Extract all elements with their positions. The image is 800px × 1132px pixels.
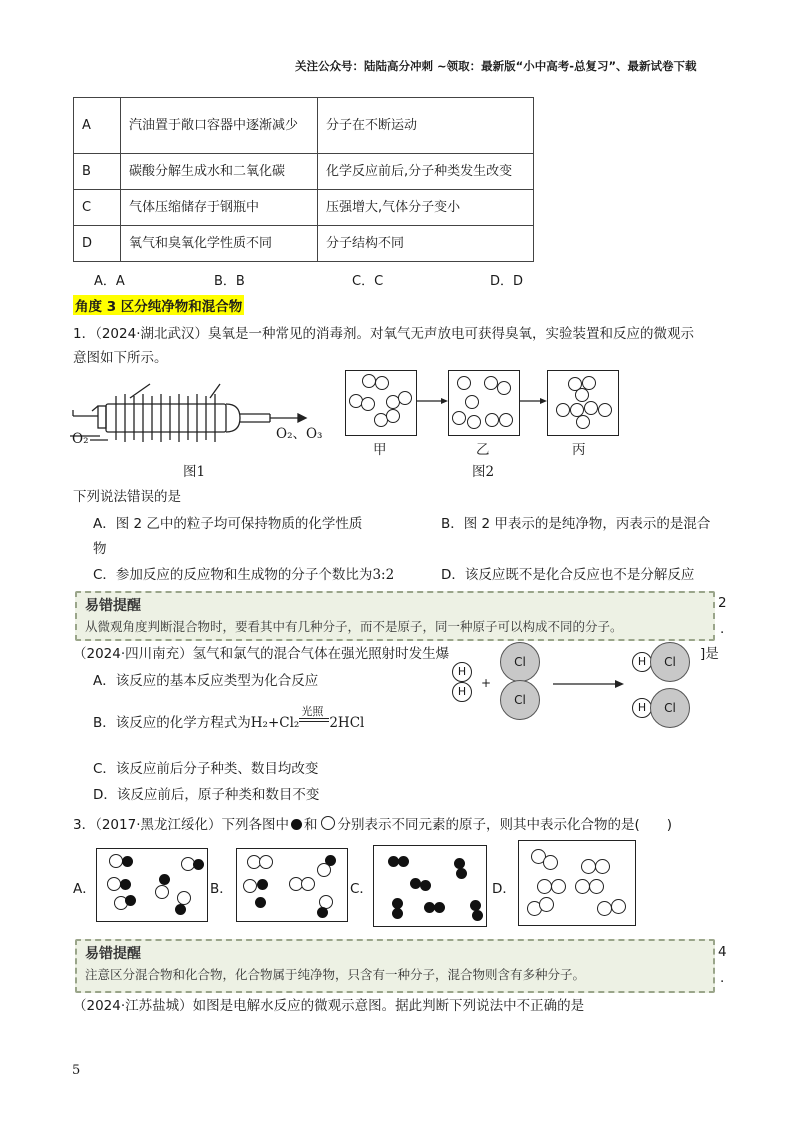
table-row — [74, 190, 534, 226]
atom — [598, 403, 612, 417]
reaction-arrow-icon — [553, 678, 625, 690]
atom — [109, 854, 123, 868]
row-explain: 压强增大,气体分子变小 — [318, 190, 534, 226]
atom — [457, 376, 471, 390]
q3-option-b-box[interactable] — [236, 848, 348, 922]
atom — [255, 897, 266, 908]
atom — [362, 374, 376, 388]
atom — [575, 388, 589, 402]
section-title: 角度 3 区分纯净物和混合物 — [73, 295, 244, 315]
page-header: 关注公众号：陆陆高分冲刺 ~领取：最新版“小中高考-总复习”、最新试卷下载 — [295, 59, 697, 73]
row-fact: 碳酸分解生成水和二氧化碳 — [121, 154, 318, 190]
options-table — [73, 97, 534, 262]
atom — [484, 376, 498, 390]
choice-b[interactable]: B．B — [214, 274, 245, 289]
q4-number: 4 — [718, 944, 727, 960]
q3-stem-post: 分别表示不同元素的原子，则其中表示化合物的是( ) — [337, 817, 673, 833]
tip-body: 从微观角度判断混合物时，要看其中有几种分子，而不是原子，同一种原子可以构成不同的分子。 — [85, 619, 623, 634]
atom — [392, 908, 403, 919]
atom — [499, 413, 513, 427]
atom — [398, 856, 409, 867]
atom — [386, 409, 400, 423]
atom — [175, 904, 186, 915]
atom — [107, 877, 121, 891]
cl-atom: Cl — [650, 688, 690, 728]
q2-option-b[interactable] — [93, 705, 365, 736]
row-key: B — [74, 154, 121, 190]
q3-label-a[interactable]: A． — [73, 881, 96, 897]
atom — [456, 868, 467, 879]
atom — [485, 413, 499, 427]
atom — [589, 879, 604, 894]
tip-box-2 — [75, 939, 715, 993]
q2-number-dot: . — [720, 621, 725, 637]
row-explain: 分子在不断运动 — [318, 98, 534, 154]
page-number: 5 — [72, 1063, 81, 1078]
atom — [575, 879, 590, 894]
tip-body: 注意区分混合物和化合物，化合物属于纯净物，只含有一种分子，混合物则含有多种分子。 — [85, 967, 586, 982]
choice-a[interactable]: A．A — [94, 274, 125, 289]
atom — [375, 376, 389, 390]
table-row — [74, 226, 534, 262]
black-atom-icon — [291, 819, 302, 830]
atom — [361, 397, 375, 411]
atom — [155, 885, 169, 899]
q3-option-c-box[interactable] — [373, 845, 487, 927]
fig2-box-bing — [547, 370, 619, 436]
table-row — [74, 154, 534, 190]
atom — [257, 879, 268, 890]
q3-option-a-box[interactable] — [96, 848, 208, 922]
atom — [301, 877, 315, 891]
row-key: C — [74, 190, 121, 226]
fig1-caption: 图1 — [183, 464, 206, 480]
fig2-arrows — [415, 395, 550, 407]
q2-stem: （2024·四川南充）氢气和氯气的混合气体在强光照射时发生爆 — [73, 646, 450, 662]
row-fact: 氧气和臭氧化学性质不同 — [121, 226, 318, 262]
q1-option-c[interactable] — [93, 562, 394, 588]
atom — [434, 902, 445, 913]
q3-option-d-box[interactable] — [518, 840, 636, 926]
atom — [611, 899, 626, 914]
atom — [122, 856, 133, 867]
atom — [543, 855, 558, 870]
row-fact: 汽油置于敞口容器中逐渐减少 — [121, 98, 318, 154]
row-fact: 气体压缩储存于钢瓶中 — [121, 190, 318, 226]
h-atom: H — [452, 662, 472, 682]
atom — [193, 859, 204, 870]
atom — [584, 401, 598, 415]
atom — [597, 901, 612, 916]
q2-stem-end: ]是 — [700, 646, 719, 662]
atom — [539, 897, 554, 912]
q2-condition: 光照 — [301, 705, 324, 718]
row-explain: 化学反应前后,分子种类发生改变 — [318, 154, 534, 190]
fig2-caption: 图2 — [472, 464, 495, 480]
q3-stem — [73, 812, 672, 838]
atom — [467, 415, 481, 429]
h-atom: H — [632, 698, 652, 718]
q2-equation-lhs: H₂+Cl₂ — [250, 715, 300, 731]
q1-stem-line1: 1．（2024·湖北武汉）臭氧是一种常见的消毒剂。对氧气无声放电可获得臭氧，实验装置和反应的微观示 — [73, 326, 694, 342]
q2-equals — [299, 718, 329, 722]
q2-option-b-text: B．该反应的化学方程式为 — [93, 715, 251, 731]
atom — [581, 859, 596, 874]
q3-stem-and: 和 — [304, 817, 318, 833]
atom — [317, 863, 331, 877]
fig1-outlet-label: O₂、O₃ — [276, 426, 323, 442]
q4-number-dot: . — [720, 970, 725, 986]
ozone-apparatus-figure — [70, 378, 323, 458]
q1-option-a-cont: 物 — [93, 541, 107, 557]
choice-d[interactable]: D．D — [490, 274, 524, 289]
atom — [595, 859, 610, 874]
atom — [576, 415, 590, 429]
q1-ask: 下列说法错误的是 — [73, 489, 181, 505]
atom — [125, 895, 136, 906]
atom — [497, 381, 511, 395]
q3-label-b[interactable]: B． — [210, 881, 233, 897]
atom — [159, 874, 170, 885]
q1-option-c-text: C．参加反应的反应物和生成物的分子个数比为 — [93, 567, 373, 583]
table-row — [74, 98, 534, 154]
q1-option-a[interactable]: A．图 2 乙中的粒子均可保持物质的化学性质 — [93, 516, 363, 532]
cl-atom: Cl — [500, 642, 540, 682]
q1-option-c-ratio: 3:2 — [372, 567, 395, 583]
q2-equation-rhs: 2HCl — [329, 715, 365, 731]
q1-stem-line2: 意图如下所示。 — [73, 350, 168, 366]
tip-box-1 — [75, 591, 715, 641]
tip-title: 易错提醒 — [85, 598, 141, 614]
q3-stem-pre: 3．（2017·黑龙江绥化）下列各图中 — [73, 817, 289, 833]
fig1-inlet-label: O₂ — [72, 431, 89, 447]
row-key: A — [74, 98, 121, 154]
atom — [259, 855, 273, 869]
q2-option-a[interactable]: A．该反应的基本反应类型为化合反应 — [93, 673, 319, 689]
q2-equation-sign — [299, 705, 329, 733]
fig2-label-jia: 甲 — [373, 442, 387, 458]
atom — [452, 411, 466, 425]
choice-c[interactable]: C．C — [352, 274, 384, 289]
row-key: D — [74, 226, 121, 262]
q4-stem: （2024·江苏盐城）如图是电解水反应的微观示意图。据此判断下列说法中不正确的是 — [73, 998, 585, 1014]
atom — [556, 403, 570, 417]
q2-number: 2 — [718, 595, 727, 611]
q1-option-b[interactable]: B．图 2 甲表示的是纯净物，丙表示的是混合 — [441, 516, 711, 532]
h-atom: H — [632, 652, 652, 672]
fig2-box-jia — [345, 370, 417, 436]
fig2-label-yi: 乙 — [476, 442, 490, 458]
q3-label-d[interactable]: D． — [492, 881, 516, 897]
atom — [420, 880, 431, 891]
row-explain: 分子结构不同 — [318, 226, 534, 262]
atom — [537, 879, 552, 894]
atom — [243, 879, 257, 893]
q3-label-c[interactable]: C． — [350, 881, 373, 897]
h-atom: H — [452, 682, 472, 702]
cl-atom: Cl — [650, 642, 690, 682]
atom — [398, 391, 412, 405]
atom — [177, 891, 191, 905]
q2-option-c[interactable]: C．该反应前后分子种类、数目均改变 — [93, 761, 319, 777]
plus-sign: + — [481, 676, 492, 690]
atom — [317, 907, 328, 918]
tip-title: 易错提醒 — [85, 946, 141, 962]
atom — [551, 879, 566, 894]
atom — [120, 879, 131, 890]
fig2-label-bing: 丙 — [572, 442, 586, 458]
cl-atom: Cl — [500, 680, 540, 720]
white-atom-icon — [321, 816, 335, 830]
atom — [472, 910, 483, 921]
q2-option-d[interactable]: D．该反应前后，原子种类和数目不变 — [93, 787, 320, 803]
q1-option-d[interactable]: D．该反应既不是化合反应也不是分解反应 — [441, 567, 695, 583]
